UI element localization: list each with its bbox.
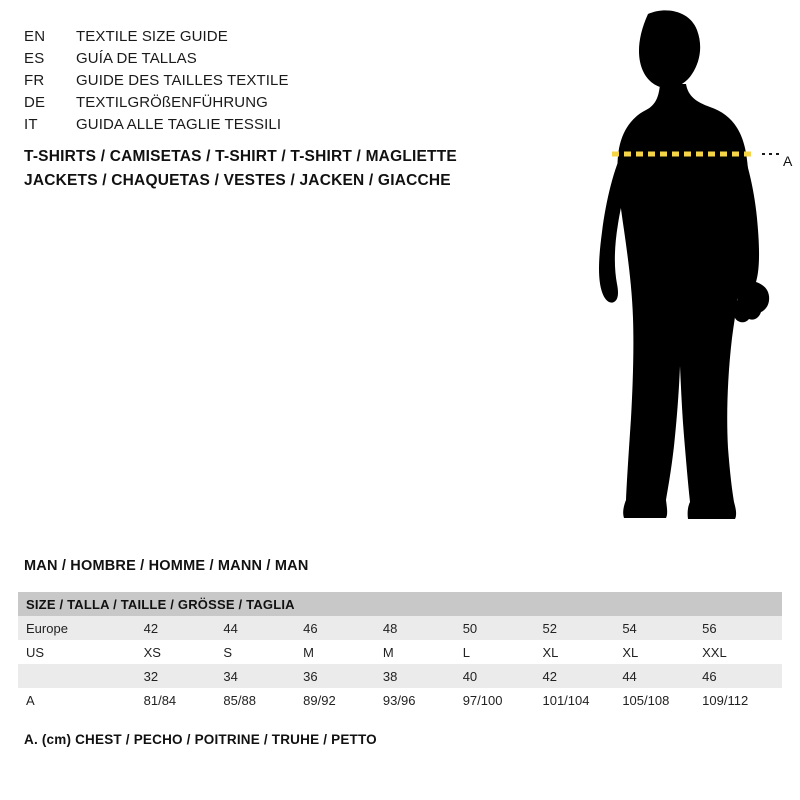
language-code: FR [24, 72, 45, 89]
language-text: GUÍA DE TALLAS [76, 50, 197, 67]
language-code: IT [24, 116, 38, 133]
cell: 34 [223, 668, 238, 684]
cell: 101/104 [542, 692, 590, 708]
language-row [24, 70, 544, 92]
cell: S [223, 644, 233, 660]
cell: 44 [622, 668, 637, 684]
row-label: Europe [26, 620, 68, 636]
table-row [18, 616, 782, 640]
table-row [18, 640, 782, 664]
cell: M [303, 644, 314, 660]
cell: 109/112 [702, 692, 749, 708]
language-row [24, 114, 544, 136]
cell: 89/92 [303, 692, 336, 708]
cell: 42 [143, 620, 159, 636]
footnote: A. (cm) CHEST / PECHO / POITRINE / TRUHE / PETTO [24, 732, 377, 747]
table-header-label: SIZE / TALLA / TAILLE / GRÖSSE / TAGLIA [26, 596, 295, 612]
table-title: MAN / HOMBRE / HOMME / MANN / MAN [24, 558, 309, 574]
language-text: TEXTILE SIZE GUIDE [76, 28, 228, 45]
size-table [18, 592, 782, 712]
table-row [18, 688, 782, 712]
table-row [18, 664, 782, 688]
cell: XL [622, 644, 639, 660]
male-silhouette-icon [540, 8, 800, 538]
cell: 32 [143, 668, 159, 684]
table-header-row [18, 592, 782, 616]
category-jackets: JACKETS / CHAQUETAS / VESTES / JACKEN / GIACCHE [24, 172, 451, 189]
cell: 52 [542, 620, 557, 636]
language-text: GUIDA ALLE TAGLIE TESSILI [76, 116, 282, 133]
language-text: GUIDE DES TAILLES TEXTILE [76, 72, 289, 89]
language-row [24, 48, 544, 70]
cell: L [462, 644, 470, 660]
language-row [24, 92, 544, 114]
category-tshirts: T-SHIRTS / CAMISETAS / T-SHIRT / T-SHIRT / MAGLIETTE [24, 148, 457, 165]
figure-illustration [540, 8, 800, 538]
cell: 42 [542, 668, 557, 684]
cell: M [382, 644, 394, 660]
row-label [18, 664, 144, 688]
language-text: TEXTILGRÖßENFÜHRUNG [76, 94, 268, 111]
cell: 85/88 [223, 692, 256, 708]
cell: 93/96 [382, 692, 416, 708]
row-label: A [26, 692, 35, 708]
cell: 54 [622, 620, 637, 636]
language-code: EN [24, 28, 46, 45]
cell: XL [542, 644, 559, 660]
cell: 56 [702, 620, 717, 636]
cell: XS [143, 644, 161, 660]
cell: 46 [702, 668, 717, 684]
cell: 105/108 [622, 692, 670, 708]
cell: 97/100 [462, 692, 503, 708]
language-code: ES [24, 50, 45, 67]
cell: 40 [462, 668, 478, 684]
language-row [24, 26, 544, 48]
cell: 48 [382, 620, 398, 636]
cell: 81/84 [143, 692, 177, 708]
cell: 44 [223, 620, 238, 636]
row-label: US [26, 644, 45, 660]
language-list [24, 26, 544, 136]
category-list [24, 145, 584, 193]
cell: 50 [462, 620, 478, 636]
cell: 46 [303, 620, 318, 636]
callout-label-a: A [783, 153, 793, 169]
language-code: DE [24, 94, 46, 111]
cell: XXL [702, 644, 727, 660]
cell: 38 [382, 668, 398, 684]
cell: 36 [303, 668, 318, 684]
